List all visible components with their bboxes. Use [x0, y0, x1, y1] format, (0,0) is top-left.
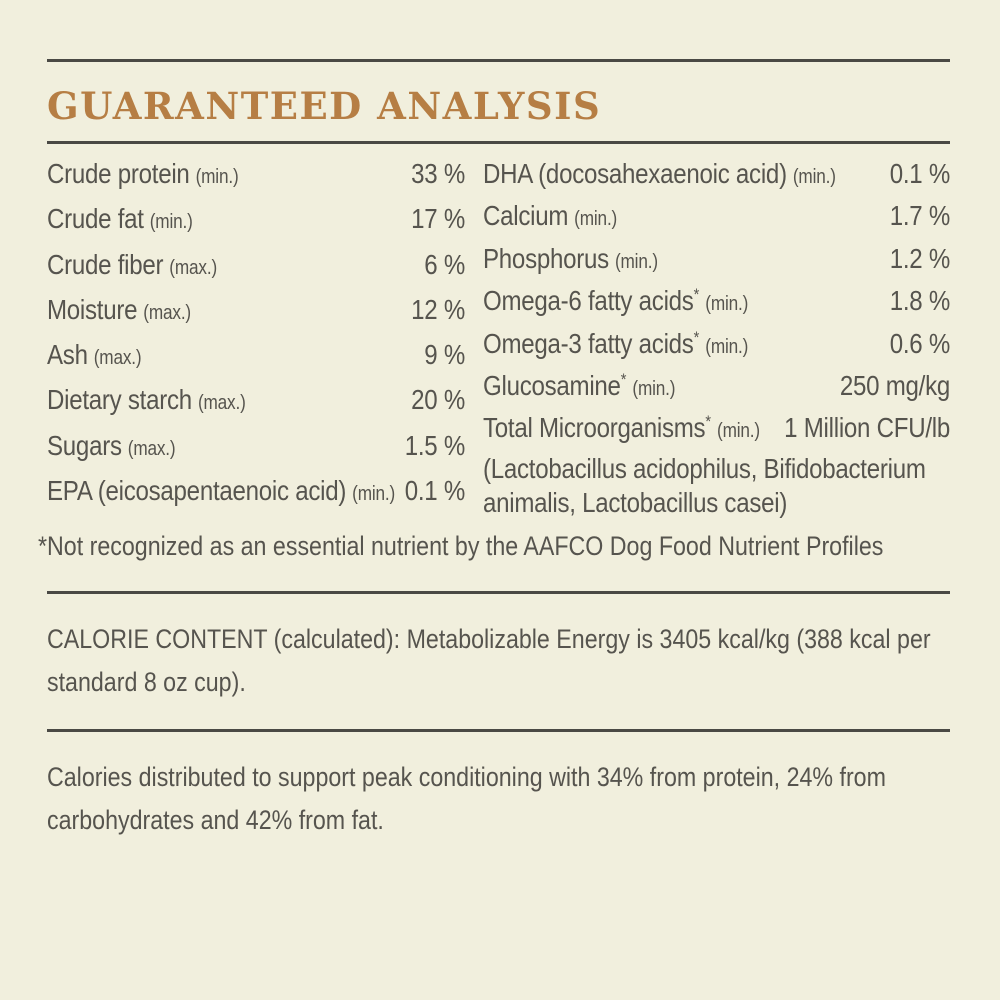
nutrient-value: 0.6 % — [889, 327, 950, 359]
nutrient-value: 1 Million CFU/lb — [784, 412, 950, 444]
nutrient-qualifier: (max.) — [197, 392, 246, 415]
nutrient-name: Phosphorus — [483, 242, 609, 274]
nutrient-qualifier: (min.) — [614, 250, 658, 273]
analysis-row — [47, 294, 465, 339]
microorganisms-species-line: (Lactobacillus acidophilus, Bifidobacterium — [483, 453, 926, 485]
calorie-content-line: standard 8 oz cup). — [47, 667, 246, 697]
nutrient-label — [483, 412, 760, 444]
column-gap — [465, 158, 483, 520]
analysis-row — [47, 384, 465, 429]
nutrient-value: 33 % — [411, 158, 466, 189]
nutrient-label — [47, 158, 238, 190]
asterisk-marker: * — [693, 327, 700, 347]
nutrient-qualifier: (min.) — [717, 420, 760, 443]
aafco-footnote — [38, 531, 950, 562]
asterisk-marker: * — [693, 285, 700, 305]
analysis-row — [483, 412, 950, 452]
calorie-content-line: CALORIE CONTENT (calculated): Metabolizable Energy is 3405 kcal/kg (388 kcal per — [47, 624, 931, 654]
nutrient-name: Moisture — [47, 293, 138, 325]
nutrient-value: 250 mg/kg — [839, 369, 950, 401]
nutrient-value: 17 % — [411, 203, 466, 235]
analysis-row — [47, 339, 465, 384]
nutrient-name: Ash — [47, 339, 88, 371]
analysis-column-right — [483, 158, 950, 520]
nutrient-label — [483, 243, 658, 275]
nutrient-label — [47, 339, 141, 371]
nutrient-name: EPA (eicosapentaenoic acid) — [47, 475, 347, 507]
nutrient-name: Dietary starch — [47, 384, 192, 416]
analysis-row — [47, 203, 465, 248]
nutrient-qualifier: (min.) — [792, 166, 836, 188]
analysis-row — [47, 430, 465, 475]
nutrient-label — [47, 294, 191, 326]
nutrient-name: DHA (docosahexaenoic acid) — [483, 158, 787, 189]
nutrient-qualifier: (max.) — [127, 437, 176, 460]
nutrient-qualifier: (min.) — [705, 335, 749, 358]
nutrient-qualifier: (min.) — [352, 483, 396, 506]
distribution-top-rule — [47, 729, 950, 732]
nutrient-qualifier: (max.) — [169, 256, 218, 279]
nutrient-value: 1.7 % — [889, 200, 950, 232]
analysis-row — [483, 200, 950, 242]
nutrient-label — [47, 384, 246, 416]
analysis-row — [483, 158, 950, 200]
nutrient-name: Omega-3 fatty acids — [483, 327, 694, 359]
nutrient-qualifier: (max.) — [93, 347, 142, 370]
top-rule — [47, 59, 950, 62]
nutrient-value: 0.1 % — [404, 475, 466, 507]
nutrient-qualifier: (min.) — [195, 166, 239, 188]
nutrient-name: Calcium — [483, 200, 569, 232]
calorie-distribution-line: carbohydrates and 42% from fat. — [47, 805, 384, 835]
analysis-row — [47, 249, 465, 294]
calorie-distribution-line: Calories distributed to support peak conditioning with 34% from protein, 24% from — [47, 762, 886, 792]
nutrient-name: Total Microorganisms — [483, 412, 706, 444]
nutrient-label — [483, 200, 617, 232]
nutrient-label — [47, 475, 395, 507]
analysis-row — [47, 158, 465, 203]
calorie-distribution-paragraph — [47, 756, 950, 842]
asterisk-marker: * — [705, 412, 712, 432]
calorie-content-paragraph — [47, 618, 950, 704]
section-title: GUARANTEED ANALYSIS — [47, 84, 602, 128]
nutrient-qualifier: (min.) — [705, 293, 749, 316]
nutrient-name: Crude fat — [47, 203, 144, 235]
calorie-top-rule — [47, 591, 950, 594]
analysis-column-left — [47, 158, 465, 520]
nutrient-name: Crude protein — [47, 158, 190, 189]
nutrient-label — [47, 249, 217, 281]
nutrient-value: 12 % — [411, 293, 466, 325]
nutrient-qualifier: (min.) — [574, 208, 618, 231]
asterisk-marker: * — [620, 369, 627, 389]
nutrient-label — [47, 203, 193, 235]
analysis-row — [483, 328, 950, 370]
nutrient-value: 20 % — [411, 384, 466, 416]
aafco-footnote-text: *Not recognized as an essential nutrient by the AAFCO Dog Food Nutrient Profiles — [38, 531, 884, 561]
nutrient-label — [483, 370, 675, 402]
nutrient-label — [483, 285, 748, 317]
nutrient-name: Glucosamine — [483, 369, 621, 401]
nutrient-name: Crude fiber — [47, 248, 164, 280]
nutrient-name: Sugars — [47, 429, 122, 461]
nutrient-value: 1.5 % — [404, 429, 466, 461]
analysis-row — [483, 243, 950, 285]
nutrient-label — [47, 430, 175, 462]
nutrient-value: 0.1 % — [889, 158, 950, 189]
nutrient-value: 1.8 % — [889, 285, 950, 317]
analysis-row — [47, 475, 465, 520]
nutrient-qualifier: (min.) — [632, 377, 676, 400]
nutrient-value: 9 % — [424, 339, 466, 371]
microorganisms-species-line: animalis, Lactobacillus casei) — [483, 486, 788, 518]
analysis-row — [483, 370, 950, 412]
nutrient-label — [483, 328, 748, 360]
nutrient-label — [483, 158, 836, 190]
analysis-row — [483, 285, 950, 327]
nutrient-qualifier: (min.) — [149, 211, 193, 234]
nutrient-value: 6 % — [424, 248, 466, 280]
title-bottom-rule — [47, 141, 950, 144]
nutrient-name: Omega-6 fatty acids — [483, 285, 694, 317]
nutrient-qualifier: (max.) — [143, 301, 191, 324]
analysis-table — [47, 158, 950, 520]
nutrient-value: 1.2 % — [889, 242, 950, 274]
